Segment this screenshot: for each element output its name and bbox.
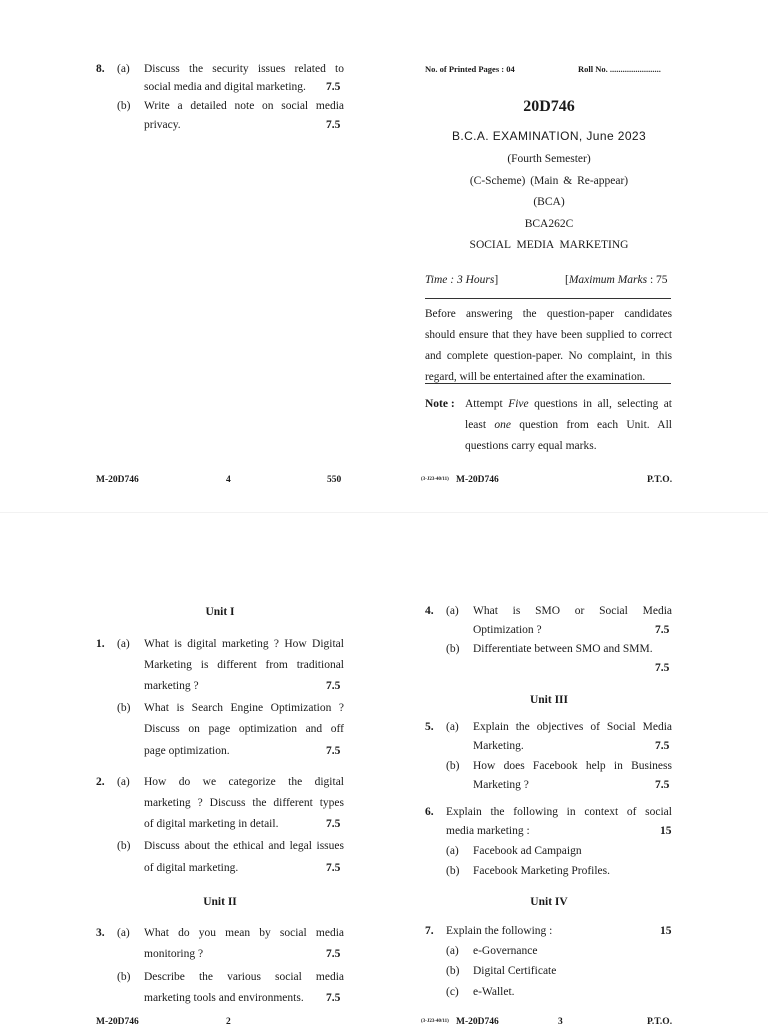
part-label: (b) (446, 760, 460, 772)
question-text: What is digital marketing ? How Digital (144, 638, 344, 650)
divider-line (425, 383, 671, 384)
footer-pto: P.T.O. (647, 475, 673, 485)
maximum-marks: [Maximum Marks : 75 (565, 274, 668, 286)
question-text: marketing ? (144, 680, 199, 692)
part-label: (b) (446, 965, 460, 977)
marks: 7.5 (326, 680, 341, 692)
footer-page-number: 4 (226, 475, 231, 485)
unit-heading: Unit I (205, 606, 235, 618)
footer-page-number: 3 (558, 1017, 563, 1027)
subject-code: BCA262C (524, 218, 574, 230)
question-text: What do you mean by social media (144, 927, 344, 939)
question-number: 5. (425, 721, 434, 733)
question-text: Digital Certificate (473, 965, 557, 977)
question-text: Differentiate between SMO and SMM. (473, 643, 653, 655)
part-label: (b) (117, 840, 131, 852)
question-text: Marketing. (473, 740, 524, 752)
footer-batch: (3-J23-40/11) (421, 1019, 449, 1024)
footer-code: M-20D746 (456, 1017, 499, 1027)
scheme: (C-Scheme) (Main & Re-appear) (469, 175, 629, 187)
note-text: Attempt Five questions in all, selecting at (465, 398, 672, 410)
part-label: (c) (446, 986, 459, 998)
instructions: Before answering the question-paper candidates should ensure that they have been supplied to correct and complete question-paper. No complaint, in this regard, will be entertained after the examination. (425, 308, 672, 383)
question-text: page optimization. (144, 745, 230, 757)
part-label: (a) (446, 945, 459, 957)
marks: 15 (660, 825, 672, 837)
question-text: Optimization ? (473, 624, 542, 636)
footer-batch: (3-J23-40/11) (421, 477, 449, 482)
question-text: What is Search Engine Optimization ? (144, 702, 344, 714)
part-label: (b) (117, 702, 131, 714)
question-text: marketing ? Discuss the different types (144, 797, 344, 809)
marks: 7.5 (655, 779, 670, 791)
part-label: (a) (117, 63, 130, 75)
marks: 7.5 (326, 948, 341, 960)
part-label: (a) (117, 638, 130, 650)
question-text: Discuss the security issues related to (144, 63, 344, 75)
footer-pto: P.T.O. (647, 1017, 673, 1027)
question-number: 1. (96, 638, 105, 650)
question-number: 7. (425, 925, 434, 937)
course: (BCA) (533, 196, 565, 208)
footer-code: M-20D746 (96, 475, 139, 485)
unit-heading: Unit IV (530, 896, 568, 908)
question-text: What is SMO or Social Media (473, 605, 672, 617)
marks: 7.5 (326, 818, 341, 830)
roll-number: Roll No. ........................ (578, 64, 661, 74)
question-text: How do we categorize the digital (144, 776, 344, 788)
part-label: (a) (446, 721, 459, 733)
paper-code: 20D746 (523, 98, 575, 115)
note-text: least one question from each Unit. All (465, 419, 672, 431)
footer-count: 550 (327, 475, 342, 485)
question-text: Describe the various social media (144, 971, 344, 983)
marks: 15 (660, 925, 672, 937)
question-text: Marketing is different from traditional (144, 659, 344, 671)
exam-title: B.C.A. EXAMINATION, June 2023 (451, 129, 647, 143)
time-allowed: Time : 3 Hours] (425, 274, 499, 286)
part-label: (a) (446, 605, 459, 617)
divider-line (425, 298, 671, 299)
footer-code: M-20D746 (96, 1017, 139, 1027)
unit-heading: Unit II (203, 896, 237, 908)
question-text: Discuss about the ethical and legal issues (144, 840, 344, 852)
marks: 7.5 (326, 862, 341, 874)
question-text: of digital marketing in detail. (144, 818, 279, 830)
question-text: of digital marketing. (144, 862, 239, 874)
question-text: privacy. (144, 119, 181, 131)
question-text: marketing tools and environments. (144, 992, 304, 1004)
question-text: Explain the following in context of social (446, 806, 672, 818)
semester: (Fourth Semester) (507, 153, 591, 165)
question-text: Marketing ? (473, 779, 529, 791)
marks: 7.5 (326, 992, 341, 1004)
question-text: Facebook Marketing Profiles. (473, 865, 611, 877)
part-label: (a) (117, 927, 130, 939)
marks: 7.5 (326, 119, 341, 131)
question-text: How does Facebook help in Business (473, 760, 672, 772)
part-label: (b) (446, 643, 460, 655)
question-text: Explain the objectives of Social Media (473, 721, 672, 733)
question-text: Facebook ad Campaign (473, 845, 582, 857)
question-text: social media and digital marketing. (144, 81, 306, 93)
question-text: monitoring ? (144, 948, 204, 960)
question-text: e-Wallet. (473, 986, 515, 998)
question-text: Explain the following : (446, 925, 553, 937)
question-text: media marketing : (446, 825, 530, 837)
question-text: Discuss on page optimization and off (144, 723, 344, 735)
question-number: 8. (96, 63, 105, 75)
question-number: 2. (96, 776, 105, 788)
question-text: Write a detailed note on social media (144, 100, 344, 112)
unit-heading: Unit III (529, 694, 569, 706)
page-fold-divider (0, 512, 768, 513)
footer-page-number: 2 (226, 1017, 231, 1027)
part-label: (a) (446, 845, 459, 857)
note-text: questions carry equal marks. (465, 440, 597, 452)
subject-name: SOCIAL MEDIA MARKETING (469, 239, 629, 251)
printed-pages: No. of Printed Pages : 04 (425, 64, 515, 74)
footer-code: M-20D746 (456, 475, 499, 485)
marks: 7.5 (326, 745, 341, 757)
marks: 7.5 (655, 662, 670, 674)
marks: 7.5 (326, 81, 341, 93)
note-label: Note : (425, 398, 455, 410)
question-number: 6. (425, 806, 434, 818)
marks: 7.5 (655, 624, 670, 636)
question-text: e-Governance (473, 945, 538, 957)
part-label: (a) (117, 776, 130, 788)
part-label: (b) (446, 865, 460, 877)
part-label: (b) (117, 100, 131, 112)
question-number: 4. (425, 605, 434, 617)
question-number: 3. (96, 927, 105, 939)
part-label: (b) (117, 971, 131, 983)
marks: 7.5 (655, 740, 670, 752)
